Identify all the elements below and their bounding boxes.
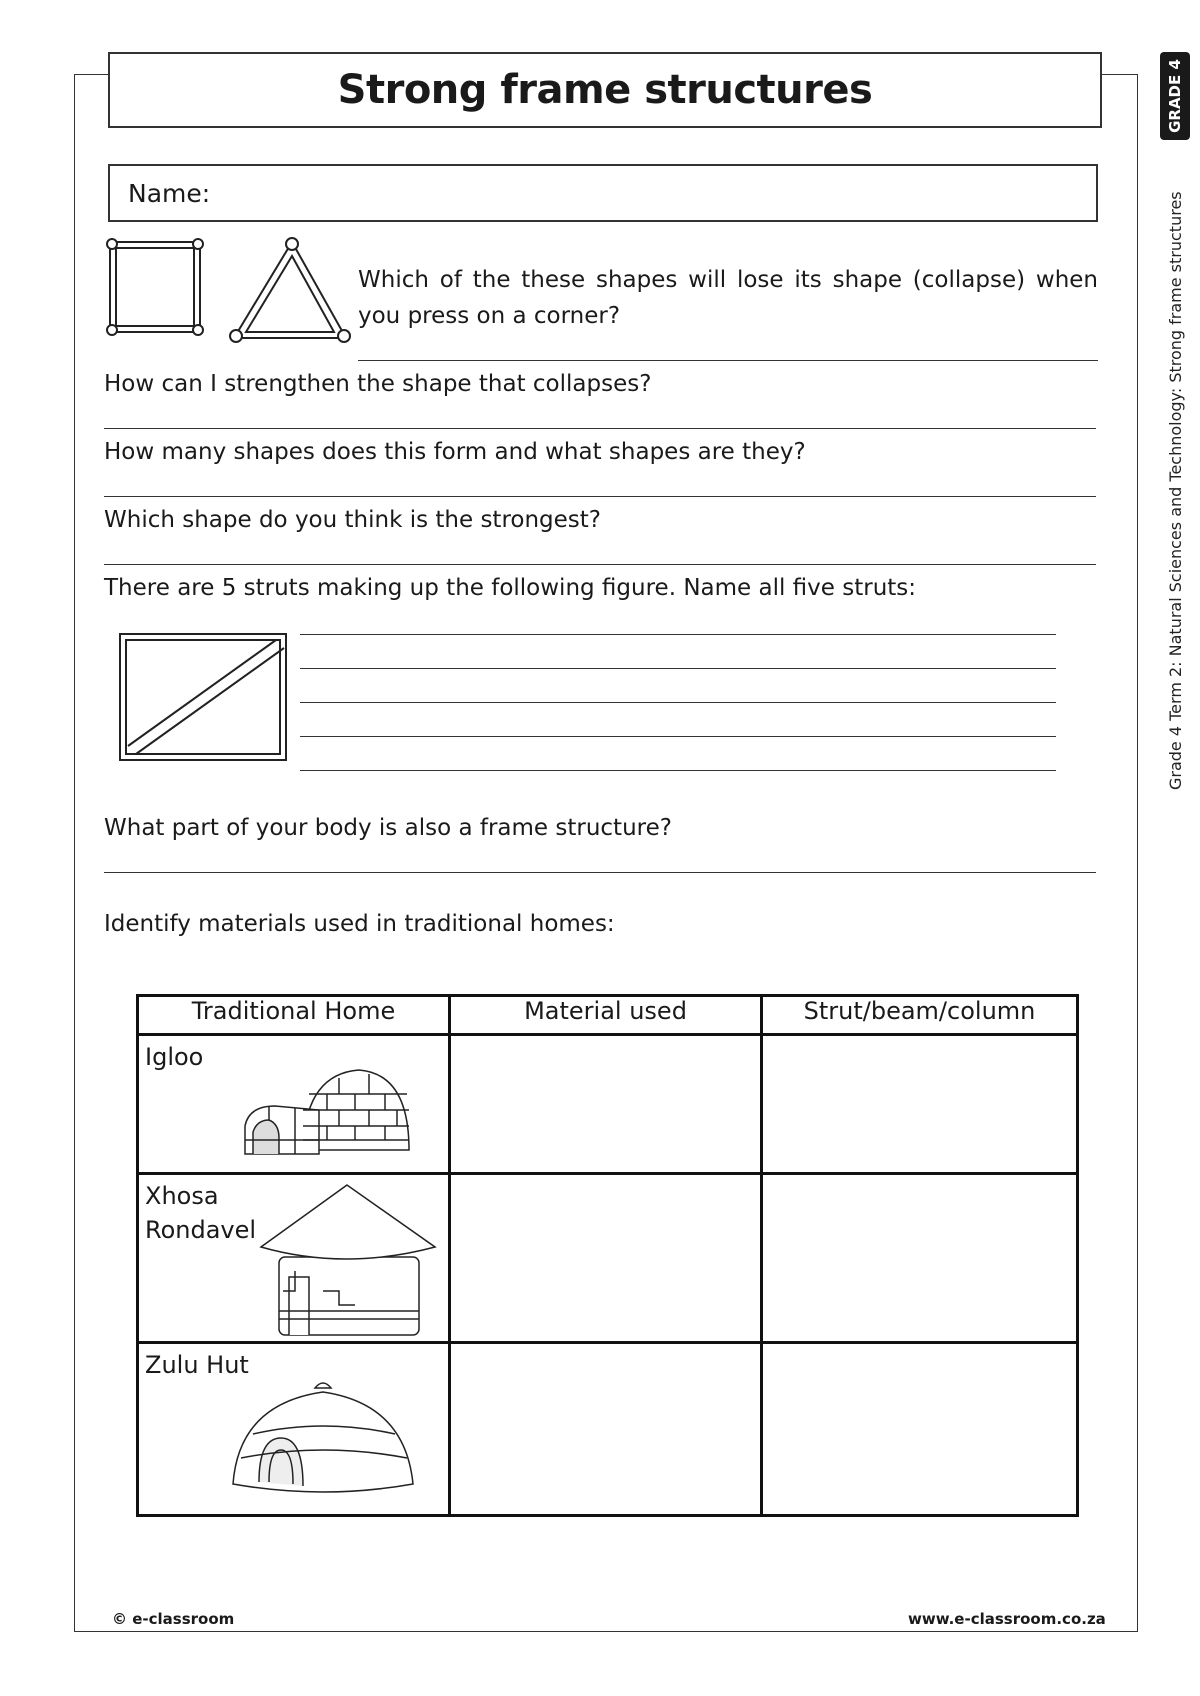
material-cell[interactable] xyxy=(450,1035,762,1174)
home-name: Xhosa Rondavel xyxy=(145,1182,257,1244)
page-title: Strong frame structures xyxy=(337,67,873,113)
rondavel-icon xyxy=(259,1181,439,1343)
grade-tab-label: GRADE 4 xyxy=(1166,59,1185,133)
strut-cell[interactable] xyxy=(762,1035,1078,1174)
table-row xyxy=(138,1343,1078,1516)
home-name: Igloo xyxy=(145,1043,204,1071)
traditional-homes-table xyxy=(136,994,1079,1517)
column-header: Traditional Home xyxy=(138,996,450,1035)
home-name: Zulu Hut xyxy=(145,1351,249,1379)
braced-rectangle-figure xyxy=(116,630,292,766)
answer-line[interactable] xyxy=(358,360,1098,361)
material-cell[interactable] xyxy=(450,1174,762,1343)
strut-answer-line[interactable] xyxy=(300,634,1056,635)
table-row xyxy=(138,1174,1078,1343)
strut-answer-line[interactable] xyxy=(300,770,1056,771)
question-strongest-shape: Which shape do you think is the strongest? xyxy=(104,507,602,533)
square-frame-outer xyxy=(110,242,200,332)
question-body-frame: What part of your body is also a frame structure? xyxy=(104,815,672,841)
table-row xyxy=(138,1035,1078,1174)
answer-line[interactable] xyxy=(104,496,1096,497)
igloo-icon xyxy=(239,1054,419,1164)
footer-website-link[interactable]: www.e-classroom.co.za xyxy=(908,1610,1106,1628)
home-cell xyxy=(138,1035,450,1174)
grade-tab xyxy=(1160,52,1190,140)
home-cell xyxy=(138,1174,450,1343)
zulu-hut-icon xyxy=(229,1374,419,1494)
question-strengthen: How can I strengthen the shape that collapses? xyxy=(104,371,652,397)
square-frame-inner xyxy=(116,248,194,326)
column-header: Material used xyxy=(450,996,762,1035)
question-collapse: Which of the these shapes will lose its shape (collapse) when you press on a corner? xyxy=(358,267,1098,329)
strut-answer-line[interactable] xyxy=(300,668,1056,669)
column-header: Strut/beam/column xyxy=(762,996,1078,1035)
title-box xyxy=(108,52,1102,128)
question-five-struts: There are 5 struts making up the following figure. Name all five struts: xyxy=(104,575,917,601)
name-field[interactable] xyxy=(108,164,1098,222)
question-how-many-shapes: How many shapes does this form and what shapes are they? xyxy=(104,439,806,465)
answer-line[interactable] xyxy=(104,428,1096,429)
home-cell xyxy=(138,1343,450,1516)
strut-cell[interactable] xyxy=(762,1343,1078,1516)
shapes-illustration xyxy=(104,236,354,346)
material-cell[interactable] xyxy=(450,1343,762,1516)
name-label: Name: xyxy=(128,178,211,208)
answer-line[interactable] xyxy=(104,872,1096,873)
strut-cell[interactable] xyxy=(762,1174,1078,1343)
strut-answer-line[interactable] xyxy=(300,736,1056,737)
footer-copyright: © e-classroom xyxy=(112,1610,235,1628)
side-caption: Grade 4 Term 2: Natural Sciences and Technology: Strong frame structures xyxy=(1166,191,1185,790)
question-traditional-homes: Identify materials used in traditional homes: xyxy=(104,911,615,937)
strut-answer-line[interactable] xyxy=(300,702,1056,703)
answer-line[interactable] xyxy=(104,564,1096,565)
